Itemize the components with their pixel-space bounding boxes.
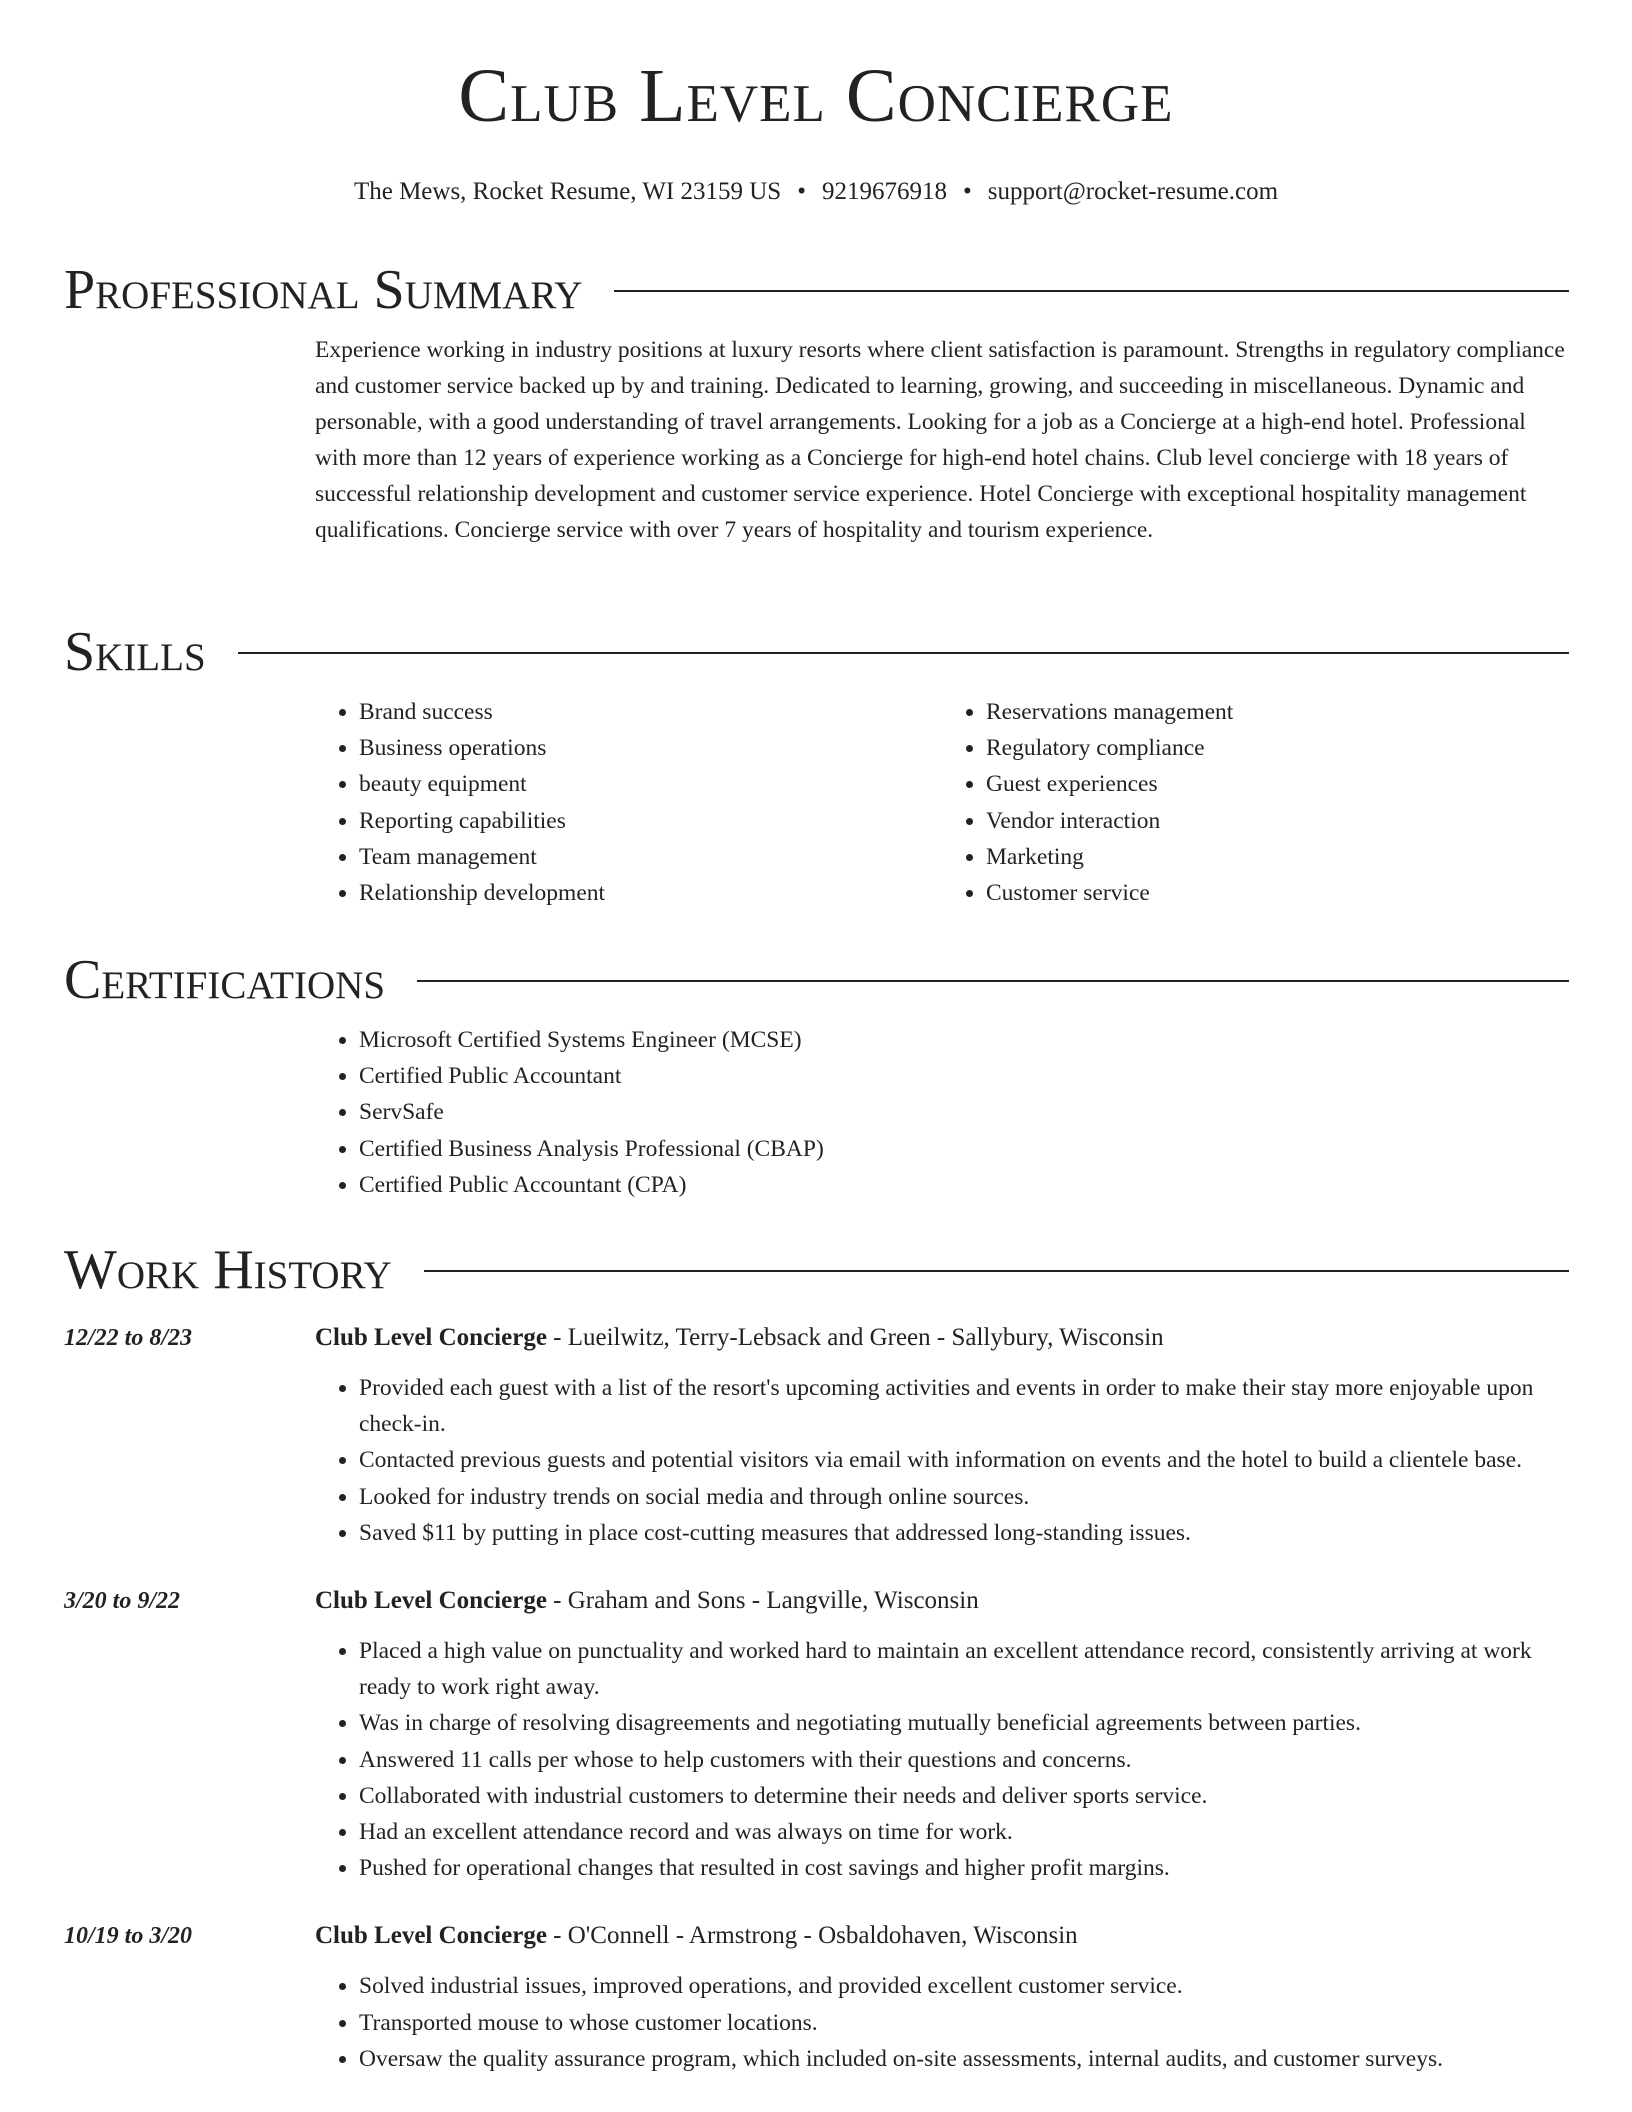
certification-item: • Certified Public Accountant (CPA) [359,1167,1569,1203]
section-divider [614,290,1569,292]
work-history-heading [64,1239,1569,1301]
skill-item: • Guest experiences [986,766,1569,802]
skill-item: • Vendor interaction [986,803,1569,839]
summary-title: Professional Summary [64,259,583,321]
candidate-name: Club Level Concierge [458,54,1174,138]
job-header [64,1320,1569,1356]
section-divider [238,652,1569,654]
job-entry [64,1583,1569,1886]
certifications-list [315,1022,1569,1203]
job-employer-location: - Lueilwitz, Terry-Lebsack and Green - Sallybury, Wisconsin [546,1324,1164,1351]
job-header [64,1918,1569,1954]
section-divider [417,980,1569,982]
skills-heading [64,621,1569,683]
certification-item: • Microsoft Certified Systems Engineer (MCSE) [359,1022,1569,1058]
certifications-body [315,1022,1569,1203]
job-bullet: • Had an excellent attendance record and was always on time for work. [359,1814,1569,1850]
job-bullet: • Was in charge of resolving disagreements and negotiating mutually beneficial agreements between parties. [359,1705,1569,1741]
skills-columns [315,694,1569,911]
contact-separator: • [962,178,972,205]
job-bullet: • Oversaw the quality assurance program, which included on-site assessments, internal audits, and customer surveys. [359,2041,1569,2077]
summary-heading [64,259,1569,321]
job-title: Club Level Concierge [315,1922,547,1950]
job-bullet: • Provided each guest with a list of the resort's upcoming activities and events in order to make their stay more enjoyable upon check-in. [359,1370,1569,1442]
summary-section [64,259,1569,548]
job-title: Club Level Concierge [315,1587,547,1615]
job-employer-location: - O'Connell - Armstrong - Osbaldohaven, Wisconsin [546,1922,1078,1950]
contact-email: support@rocket-resume.com [987,178,1279,205]
skills-list-left [315,694,942,911]
certifications-heading [64,949,1569,1011]
certifications-section [64,949,1569,1203]
job-dates: 3/20 to 9/22 [64,1588,181,1615]
job-bullet: • Answered 11 calls per whose to help customers with their questions and concerns. [359,1742,1569,1778]
contact-line [0,178,1632,206]
work-history-title: Work History [64,1239,392,1301]
certification-item: • Certified Business Analysis Professional (CBAP) [359,1131,1569,1167]
skills-list-right [942,694,1569,911]
job-bullet: • Contacted previous guests and potential visitors via email with information on events and the hotel to build a clientele base. [359,1442,1569,1478]
skill-item: • Marketing [986,839,1569,875]
job-entry [64,1918,1569,2077]
skill-item: • Brand success [359,694,942,730]
job-bullets [315,1633,1569,1886]
job-bullet: • Pushed for operational changes that resulted in cost savings and higher profit margins. [359,1850,1569,1886]
contact-address: The Mews, Rocket Resume, WI 23159 US [353,178,782,205]
job-bullet: • Collaborated with industrial customers to determine their needs and deliver sports service. [359,1778,1569,1814]
skill-item: • Regulatory compliance [986,730,1569,766]
job-employer-location: - Graham and Sons - Langville, Wisconsin [546,1587,979,1615]
skill-item: • Reporting capabilities [359,803,942,839]
job-dates: 10/19 to 3/20 [64,1923,193,1950]
job-bullet: • Looked for industry trends on social media and through online sources. [359,1479,1569,1515]
job-dates: 12/22 to 8/23 [64,1325,193,1351]
skills-title: Skills [64,621,206,683]
skill-item: • Reservations management [986,694,1569,730]
contact-separator: • [797,178,806,205]
job-header [64,1583,1569,1619]
skill-item: • Team management [359,839,942,875]
skill-item: • Relationship development [359,875,942,911]
work-history-section [64,1239,1569,2077]
section-divider [424,1270,1569,1272]
certification-item: • Certified Public Accountant [359,1058,1569,1094]
job-bullets [315,1370,1569,1551]
skill-item: • Business operations [359,730,942,766]
job-bullet: • Saved $11 by putting in place cost-cutting measures that addressed long-standing issues. [359,1515,1569,1551]
job-bullets [315,1968,1569,2077]
job-bullet: • Solved industrial issues, improved operations, and provided excellent customer service. [359,1968,1569,2004]
summary-text: Experience working in industry positions at luxury resorts where client satisfaction is paramount. Strengths in regulatory compliance and customer service backed up by and training. Dedicated to learning, growing, and succeeding in miscellaneous. Dynamic and personable, with a good understanding of travel arrangements. Looking for a job as a Concierge at a high-end hotel. Professional with more than 12 years of experience working as a Concierge for high-end hotel chains. Club level concierge with 18 years of successful relationship development and customer service experience. Hotel Concierge with exceptional hospitality management qualifications. Concierge service with over 7 years of hospitality and tourism experience. [315,337,1565,543]
job-entry [64,1320,1569,1551]
skill-item: • Customer service [986,875,1569,911]
skills-section [64,621,1569,911]
job-bullet: • Placed a high value on punctuality and worked hard to maintain an excellent attendance record, consistently arriving at work ready to work right away. [359,1633,1569,1705]
job-bullet: • Transported mouse to whose customer locations. [359,2005,1569,2041]
certification-item: • ServSafe [359,1094,1569,1130]
skill-item: • beauty equipment [359,766,942,802]
certifications-title: Certifications [64,949,386,1011]
contact-phone: 9219676918 [821,178,947,205]
job-title: Club Level Concierge [315,1324,547,1351]
